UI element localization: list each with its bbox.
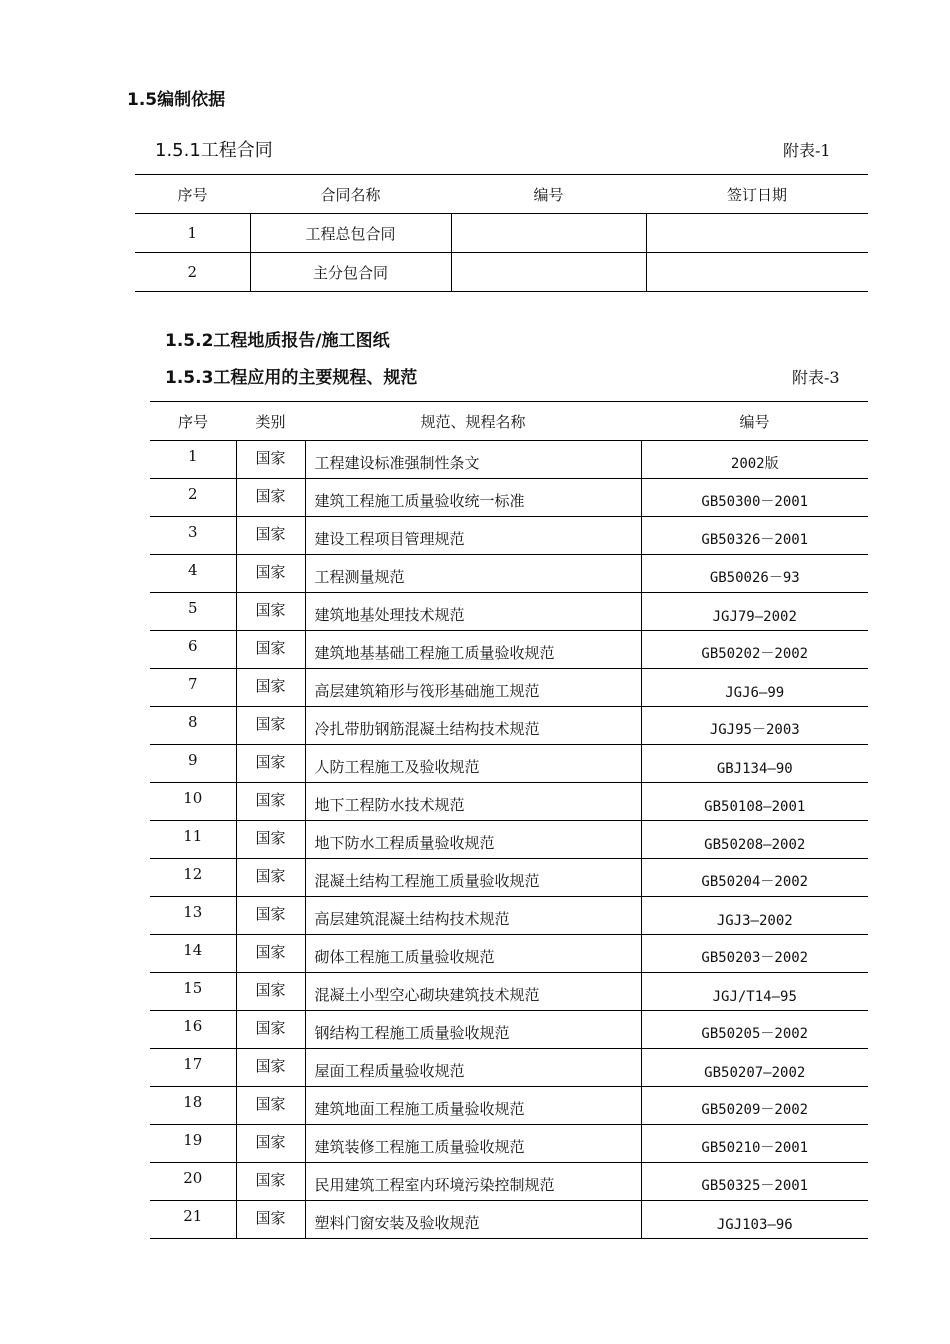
cell-category: 国家 xyxy=(236,669,305,707)
cell-standard-code: GB50108—2001 xyxy=(641,783,868,821)
table-header-row xyxy=(150,402,868,441)
cell-index: 17 xyxy=(150,1049,236,1087)
cell-standard-name: 建设工程项目管理规范 xyxy=(305,517,641,555)
cell-index: 19 xyxy=(150,1125,236,1163)
cell-index: 8 xyxy=(150,707,236,745)
cell-standard-code: GB50210－2001 xyxy=(641,1125,868,1163)
cell-standard-name: 建筑装修工程施工质量验收规范 xyxy=(305,1125,641,1163)
table-row xyxy=(150,1125,868,1163)
cell-contract-number xyxy=(451,253,646,292)
table-row xyxy=(150,745,868,783)
header-cell: 序号 xyxy=(177,412,208,431)
cell-standard-code: GB50204－2002 xyxy=(641,859,868,897)
header-cell: 规范、规程名称 xyxy=(420,412,526,431)
cell-standard-name: 地下防水工程质量验收规范 xyxy=(305,821,641,859)
cell-standard-code: GB50208—2002 xyxy=(641,821,868,859)
table-row xyxy=(150,1049,868,1087)
table-row xyxy=(150,1163,868,1201)
cell-standard-code: GBJ134—90 xyxy=(641,745,868,783)
cell-standard-code: JGJ95－2003 xyxy=(641,707,868,745)
section-title: 1.5编制依据 xyxy=(127,90,226,110)
table-row xyxy=(150,783,868,821)
cell-standard-name: 冷扎带肋钢筋混凝土结构技术规范 xyxy=(305,707,641,745)
cell-standard-code: GB50202－2002 xyxy=(641,631,868,669)
cell-index: 14 xyxy=(150,935,236,973)
header-cell: 类别 xyxy=(255,412,286,431)
cell-standard-name: 混凝土小型空心砌块建筑技术规范 xyxy=(305,973,641,1011)
cell-standard-name: 工程建设标准强制性条文 xyxy=(305,441,641,479)
cell-standard-code: JGJ79—2002 xyxy=(641,593,868,631)
cell-index: 1 xyxy=(135,214,250,253)
table-row xyxy=(150,973,868,1011)
cell-standard-name: 高层建筑箱形与筏形基础施工规范 xyxy=(305,669,641,707)
cell-standard-name: 民用建筑工程室内环境污染控制规范 xyxy=(305,1163,641,1201)
header-cell: 合同名称 xyxy=(320,185,381,204)
table-row xyxy=(150,707,868,745)
cell-sign-date xyxy=(646,253,868,292)
cell-category: 国家 xyxy=(236,821,305,859)
cell-standard-code: JGJ6—99 xyxy=(641,669,868,707)
cell-index: 2 xyxy=(135,253,250,292)
cell-sign-date xyxy=(646,214,868,253)
cell-index: 15 xyxy=(150,973,236,1011)
table-row xyxy=(150,479,868,517)
cell-category: 国家 xyxy=(236,593,305,631)
cell-category: 国家 xyxy=(236,973,305,1011)
cell-contract-name: 主分包合同 xyxy=(250,253,451,292)
cell-index: 9 xyxy=(150,745,236,783)
contracts-title: 1.5.1工程合同 xyxy=(155,140,273,161)
table-row xyxy=(150,821,868,859)
cell-standard-name: 屋面工程质量验收规范 xyxy=(305,1049,641,1087)
cell-standard-name: 工程测量规范 xyxy=(305,555,641,593)
cell-category: 国家 xyxy=(236,745,305,783)
table-row xyxy=(150,517,868,555)
cell-standard-code: GB50205－2002 xyxy=(641,1011,868,1049)
cell-category: 国家 xyxy=(236,783,305,821)
cell-index: 7 xyxy=(150,669,236,707)
standards-title: 1.5.3工程应用的主要规程、规范 xyxy=(165,368,418,388)
cell-standard-name: 钢结构工程施工质量验收规范 xyxy=(305,1011,641,1049)
table-row xyxy=(150,1087,868,1125)
cell-category: 国家 xyxy=(236,1049,305,1087)
cell-index: 11 xyxy=(150,821,236,859)
header-cell: 签订日期 xyxy=(726,185,787,204)
cell-category: 国家 xyxy=(236,517,305,555)
cell-category: 国家 xyxy=(236,631,305,669)
table-row xyxy=(150,1011,868,1049)
cell-standard-code: GB50203－2002 xyxy=(641,935,868,973)
cell-category: 国家 xyxy=(236,859,305,897)
cell-index: 20 xyxy=(150,1163,236,1201)
contracts-table xyxy=(135,174,868,292)
cell-standard-code: GB50300－2001 xyxy=(641,479,868,517)
cell-category: 国家 xyxy=(236,707,305,745)
cell-standard-name: 塑料门窗安装及验收规范 xyxy=(305,1201,641,1239)
cell-index: 12 xyxy=(150,859,236,897)
cell-standard-code: JGJ103—96 xyxy=(641,1201,868,1239)
cell-standard-name: 建筑地基基础工程施工质量验收规范 xyxy=(305,631,641,669)
contracts-note: 附表-1 xyxy=(783,141,831,160)
table-row xyxy=(135,214,868,253)
cell-category: 国家 xyxy=(236,1011,305,1049)
table-row xyxy=(150,555,868,593)
cell-index: 18 xyxy=(150,1087,236,1125)
table-row xyxy=(150,593,868,631)
cell-category: 国家 xyxy=(236,441,305,479)
cell-category: 国家 xyxy=(236,1163,305,1201)
cell-category: 国家 xyxy=(236,935,305,973)
cell-index: 6 xyxy=(150,631,236,669)
table-row xyxy=(150,1201,868,1239)
header-cell: 编号 xyxy=(739,412,770,431)
cell-category: 国家 xyxy=(236,1087,305,1125)
cell-standard-name: 建筑工程施工质量验收统一标准 xyxy=(305,479,641,517)
cell-standard-name: 建筑地基处理技术规范 xyxy=(305,593,641,631)
table-row xyxy=(150,441,868,479)
cell-standard-code: JGJ/T14—95 xyxy=(641,973,868,1011)
cell-standard-name: 地下工程防水技术规范 xyxy=(305,783,641,821)
cell-standard-code: GB50325－2001 xyxy=(641,1163,868,1201)
geology-title: 1.5.2工程地质报告/施工图纸 xyxy=(165,331,390,351)
table-row xyxy=(150,935,868,973)
cell-index: 16 xyxy=(150,1011,236,1049)
cell-index: 3 xyxy=(150,517,236,555)
cell-index: 2 xyxy=(150,479,236,517)
cell-index: 4 xyxy=(150,555,236,593)
cell-standard-name: 建筑地面工程施工质量验收规范 xyxy=(305,1087,641,1125)
table-row xyxy=(150,897,868,935)
standards-note: 附表-3 xyxy=(792,368,840,387)
cell-standard-name: 混凝土结构工程施工质量验收规范 xyxy=(305,859,641,897)
cell-category: 国家 xyxy=(236,1201,305,1239)
cell-index: 5 xyxy=(150,593,236,631)
standards-table xyxy=(150,401,868,1239)
table-row xyxy=(135,253,868,292)
table-row xyxy=(150,631,868,669)
cell-standard-name: 砌体工程施工质量验收规范 xyxy=(305,935,641,973)
cell-index: 10 xyxy=(150,783,236,821)
cell-standard-name: 高层建筑混凝土结构技术规范 xyxy=(305,897,641,935)
cell-standard-code: 2002版 xyxy=(641,441,868,479)
table-header-row xyxy=(135,175,868,214)
cell-standard-code: JGJ3—2002 xyxy=(641,897,868,935)
cell-standard-code: GB50207—2002 xyxy=(641,1049,868,1087)
cell-category: 国家 xyxy=(236,1125,305,1163)
cell-index: 13 xyxy=(150,897,236,935)
cell-index: 1 xyxy=(150,441,236,479)
header-cell: 编号 xyxy=(533,185,564,204)
cell-standard-code: GB50026－93 xyxy=(641,555,868,593)
cell-category: 国家 xyxy=(236,479,305,517)
cell-contract-number xyxy=(451,214,646,253)
header-cell: 序号 xyxy=(177,185,208,204)
table-row xyxy=(150,859,868,897)
cell-standard-code: GB50209－2002 xyxy=(641,1087,868,1125)
cell-category: 国家 xyxy=(236,555,305,593)
cell-standard-code: GB50326－2001 xyxy=(641,517,868,555)
table-row xyxy=(150,669,868,707)
cell-category: 国家 xyxy=(236,897,305,935)
cell-standard-name: 人防工程施工及验收规范 xyxy=(305,745,641,783)
cell-index: 21 xyxy=(150,1201,236,1239)
cell-contract-name: 工程总包合同 xyxy=(250,214,451,253)
